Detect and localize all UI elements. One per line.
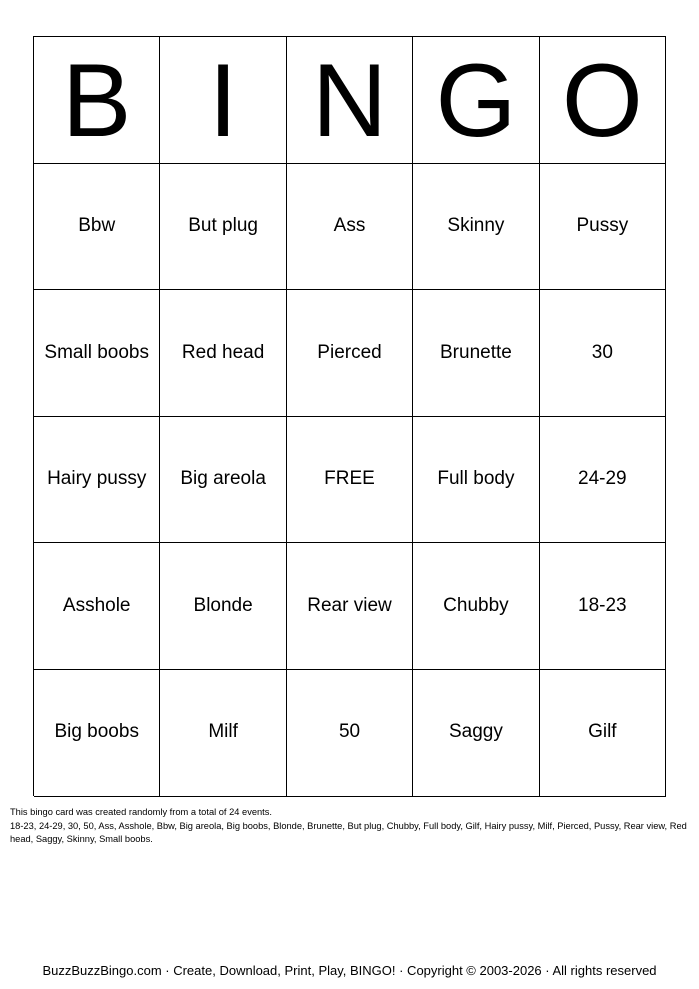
header-letter-b: B [34, 37, 160, 164]
bingo-card [33, 36, 666, 796]
bingo-cell: Full body [413, 417, 539, 544]
header-letter-i: I [160, 37, 286, 164]
site-footer: BuzzBuzzBingo.com · Create, Download, Print, Play, BINGO! · Copyright © 2003-2026 · All rights reserved [42, 963, 657, 978]
bingo-cell: Blonde [160, 543, 286, 670]
bingo-cell: Ass [287, 164, 413, 291]
card-info-summary: This bingo card was created randomly from a total of 24 events. [10, 807, 272, 817]
bingo-cell: Small boobs [34, 290, 160, 417]
bingo-cell: Saggy [413, 670, 539, 797]
grid-row-1 [34, 164, 666, 291]
card-info-events: 18-23, 24-29, 30, 50, Ass, Asshole, Bbw, Big areola, Big boobs, Blonde, Brunette, But plug, Chubby, Full body, Gilf, Hairy pussy, Milf, Pierced, Pussy, Rear view, Red head, Saggy, Skinny, Small boobs. [10, 820, 687, 844]
bingo-cell: But plug [160, 164, 286, 291]
bingo-cell: Pierced [287, 290, 413, 417]
bingo-cell: Brunette [413, 290, 539, 417]
header-row [34, 37, 666, 164]
card-info [10, 806, 690, 847]
grid-row-3 [34, 417, 666, 544]
bingo-cell: Skinny [413, 164, 539, 291]
bingo-cell: 50 [287, 670, 413, 797]
bingo-cell: 24-29 [540, 417, 666, 544]
bingo-cell: Red head [160, 290, 286, 417]
header-letter-g: G [413, 37, 539, 164]
bingo-cell: Big areola [160, 417, 286, 544]
header-letter-o: O [540, 37, 666, 164]
bingo-cell: Big boobs [34, 670, 160, 797]
bingo-cell: Milf [160, 670, 286, 797]
free-space-cell: FREE [287, 417, 413, 544]
bingo-cell: Asshole [34, 543, 160, 670]
bingo-cell: Pussy [540, 164, 666, 291]
bingo-cell: Bbw [34, 164, 160, 291]
bingo-cell: Chubby [413, 543, 539, 670]
grid-row-4 [34, 543, 666, 670]
bingo-cell: 18-23 [540, 543, 666, 670]
grid-row-2 [34, 290, 666, 417]
bingo-cell: Gilf [540, 670, 666, 797]
header-letter-n: N [287, 37, 413, 164]
bingo-cell: 30 [540, 290, 666, 417]
bingo-cell: Hairy pussy [34, 417, 160, 544]
bingo-cell: Rear view [287, 543, 413, 670]
grid-row-5 [34, 670, 666, 797]
